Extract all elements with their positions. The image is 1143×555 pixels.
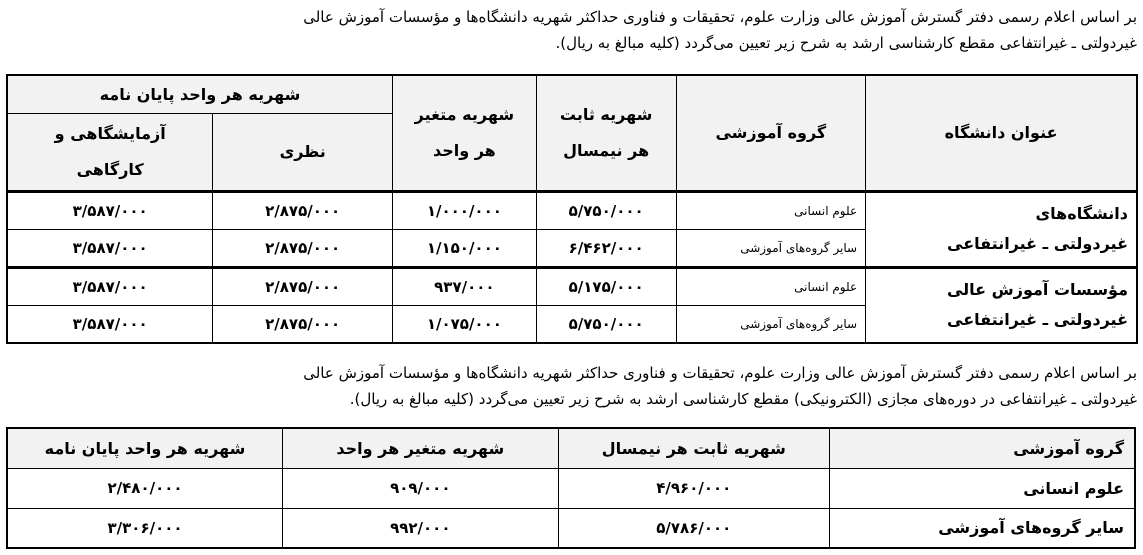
theory-cell: ۲/۸۷۵/۰۰۰ [213, 267, 393, 305]
fixed-tuition-cell: ۵/۱۷۵/۰۰۰ [536, 267, 676, 305]
lab-cell: ۳/۵۸۷/۰۰۰ [7, 267, 213, 305]
table-row [7, 267, 1137, 305]
university-cell [866, 267, 1137, 343]
group-cell: علوم انسانی [676, 191, 866, 229]
fixed-tuition-cell: ۵/۷۸۶/۰۰۰ [558, 508, 830, 548]
header-university: عنوان دانشگاه [866, 75, 1137, 191]
university-title-line-1: مؤسسات آموزش عالی [946, 280, 1128, 300]
intro-line-1: بر اساس اعلام رسمی دفتر گسترش آموزش عالی وزارت علوم، تحقیقات و فناوری حداکثر شهریه دانشگاه‌ها و مؤسسات آموزش عالی [303, 8, 1137, 26]
table-row [7, 508, 1135, 548]
group-cell: علوم انسانی [676, 267, 866, 305]
header-variable-tuition: شهریه متغیر هر واحد [392, 75, 536, 191]
thesis-cell: ۳/۳۰۶/۰۰۰ [7, 508, 283, 548]
thesis-cell: ۲/۴۸۰/۰۰۰ [7, 468, 283, 508]
lab-cell: ۳/۵۸۷/۰۰۰ [7, 191, 213, 229]
university-cell [866, 191, 1137, 267]
intro-paragraph [6, 4, 1137, 56]
group-cell: سایر گروه‌های آموزشی [676, 305, 866, 343]
fixed-tuition-cell: ۴/۹۶۰/۰۰۰ [558, 468, 830, 508]
variable-tuition-cell: ۹۹۲/۰۰۰ [283, 508, 558, 548]
theory-cell: ۲/۸۷۵/۰۰۰ [213, 191, 393, 229]
university-title-line-2: غیردولتی ـ غیرانتفاعی [947, 234, 1128, 253]
variable-tuition-cell: ۹۳۷/۰۰۰ [392, 267, 536, 305]
fixed-tuition-cell: ۶/۴۶۲/۰۰۰ [536, 229, 676, 267]
header-group: گروه آموزشی [830, 428, 1135, 468]
header-fixed-tuition: شهریه ثابت هر نیمسال [558, 428, 830, 468]
intro-line-2: غیردولتی ـ غیرانتفاعی مقطع کارشناسی ارشد به شرح زیر تعیین می‌گردد (کلیه مبالغ به ریال). [555, 34, 1137, 52]
table-row [7, 191, 1137, 229]
header-thesis-tuition: شهریه هر واحد پایان نامه [7, 75, 392, 113]
variable-tuition-cell: ۱/۰۰۰/۰۰۰ [392, 191, 536, 229]
university-title-line-1: دانشگاه‌های [1035, 204, 1128, 223]
group-cell: سایر گروه‌های آموزشی [676, 229, 866, 267]
variable-tuition-cell: ۱/۰۷۵/۰۰۰ [392, 305, 536, 343]
header-group: گروه آموزشی [676, 75, 866, 191]
header-theory: نظری [213, 113, 393, 191]
virtual-line-1: بر اساس اعلام رسمی دفتر گسترش آموزش عالی وزارت علوم، تحقیقات و فناوری حداکثر شهریه دانشگاه‌ها و مؤسسات آموزش عالی [303, 364, 1137, 382]
tuition-table-regular [6, 74, 1138, 344]
lab-cell: ۳/۵۸۷/۰۰۰ [7, 305, 213, 343]
virtual-line-2: غیردولتی ـ غیرانتفاعی در دوره‌های مجازی (الکترونیکی) مقطع کارشناسی ارشد به شرح زیر تعیین می‌گردد (کلیه مبالغ به ریال). [349, 390, 1137, 408]
header-lab-workshop: آزمایشگاهی و کارگاهی [7, 113, 213, 191]
table-row [7, 468, 1135, 508]
virtual-courses-paragraph [6, 360, 1137, 412]
group-cell: سایر گروه‌های آموزشی [830, 508, 1135, 548]
fixed-tuition-cell: ۵/۷۵۰/۰۰۰ [536, 305, 676, 343]
university-title-line-2: غیردولتی ـ غیرانتفاعی [947, 310, 1128, 330]
header-variable-tuition: شهریه متغیر هر واحد [283, 428, 558, 468]
lab-cell: ۳/۵۸۷/۰۰۰ [7, 229, 213, 267]
group-cell: علوم انسانی [830, 468, 1135, 508]
theory-cell: ۲/۸۷۵/۰۰۰ [213, 229, 393, 267]
fixed-tuition-cell: ۵/۷۵۰/۰۰۰ [536, 191, 676, 229]
variable-tuition-cell: ۱/۱۵۰/۰۰۰ [392, 229, 536, 267]
variable-tuition-cell: ۹۰۹/۰۰۰ [283, 468, 558, 508]
theory-cell: ۲/۸۷۵/۰۰۰ [213, 305, 393, 343]
tuition-table-virtual [6, 427, 1136, 549]
header-fixed-tuition: شهریه ثابت هر نیمسال [536, 75, 676, 191]
header-thesis-tuition: شهریه هر واحد پایان نامه [7, 428, 283, 468]
